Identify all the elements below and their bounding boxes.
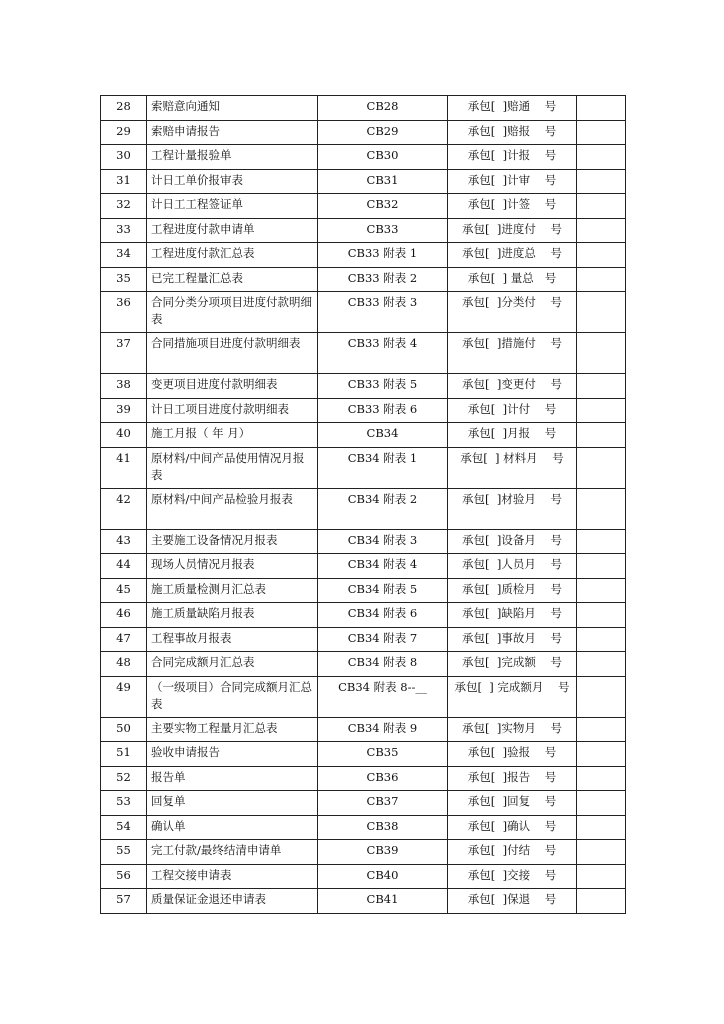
form-name: 原材料/中间产品使用情况月报表 — [147, 447, 318, 488]
form-code: CB37 — [318, 791, 448, 816]
table-row — [101, 194, 626, 219]
table-row — [101, 292, 626, 333]
table-row — [101, 218, 626, 243]
form-code: CB34 附表 4 — [318, 554, 448, 579]
form-code: CB38 — [318, 815, 448, 840]
empty-cell — [577, 447, 626, 488]
form-name: 质量保证金退还申请表 — [147, 889, 318, 914]
row-number: 57 — [101, 889, 147, 914]
table-row — [101, 554, 626, 579]
document-number-format: 承包[ ]质检月 号 — [448, 578, 577, 603]
empty-cell — [577, 676, 626, 717]
empty-cell — [577, 717, 626, 742]
form-code: CB30 — [318, 145, 448, 170]
row-number: 30 — [101, 145, 147, 170]
document-number-format: 承包[ ]进度付 号 — [448, 218, 577, 243]
form-name: 工程进度付款汇总表 — [147, 243, 318, 268]
empty-cell — [577, 652, 626, 677]
row-number: 48 — [101, 652, 147, 677]
document-number-format: 承包[ ]计付 号 — [448, 398, 577, 423]
form-code: CB33 附表 2 — [318, 267, 448, 292]
table-row — [101, 815, 626, 840]
row-number: 42 — [101, 488, 147, 529]
row-number: 29 — [101, 120, 147, 145]
table-row — [101, 578, 626, 603]
empty-cell — [577, 292, 626, 333]
document-number-format: 承包[ ]验报 号 — [448, 742, 577, 767]
document-number-format: 承包[ ]交接 号 — [448, 864, 577, 889]
document-number-format: 承包[ ]计审 号 — [448, 169, 577, 194]
document-number-format: 承包[ ]材验月 号 — [448, 488, 577, 529]
row-number: 43 — [101, 529, 147, 554]
empty-cell — [577, 889, 626, 914]
document-number-format: 承包[ ]计报 号 — [448, 145, 577, 170]
empty-cell — [577, 766, 626, 791]
document-table — [100, 95, 626, 914]
form-name: 计日工项目进度付款明细表 — [147, 398, 318, 423]
empty-cell — [577, 120, 626, 145]
form-name: 工程计量报验单 — [147, 145, 318, 170]
row-number: 53 — [101, 791, 147, 816]
document-number-format: 承包[ ]计签 号 — [448, 194, 577, 219]
table-row — [101, 791, 626, 816]
row-number: 38 — [101, 374, 147, 399]
form-code: CB32 — [318, 194, 448, 219]
form-code: CB34 附表 7 — [318, 627, 448, 652]
form-code: CB34 附表 8 — [318, 652, 448, 677]
empty-cell — [577, 423, 626, 448]
document-number-format: 承包[ ]进度总 号 — [448, 243, 577, 268]
form-code: CB41 — [318, 889, 448, 914]
form-code: CB40 — [318, 864, 448, 889]
form-code: CB36 — [318, 766, 448, 791]
form-name: 合同措施项目进度付款明细表 — [147, 333, 318, 374]
document-number-format: 承包[ ]实物月 号 — [448, 717, 577, 742]
document-number-format: 承包[ ]回复 号 — [448, 791, 577, 816]
form-name: 工程事故月报表 — [147, 627, 318, 652]
empty-cell — [577, 627, 626, 652]
row-number: 44 — [101, 554, 147, 579]
row-number: 54 — [101, 815, 147, 840]
table-row — [101, 267, 626, 292]
row-number: 34 — [101, 243, 147, 268]
table-row — [101, 717, 626, 742]
document-number-format: 承包[ ]赔通 号 — [448, 96, 577, 121]
table-row — [101, 96, 626, 121]
row-number: 31 — [101, 169, 147, 194]
form-code: CB34 附表 8--__ — [318, 676, 448, 717]
table-row — [101, 742, 626, 767]
table-row — [101, 120, 626, 145]
empty-cell — [577, 578, 626, 603]
form-name: 主要施工设备情况月报表 — [147, 529, 318, 554]
document-number-format: 承包[ ] 完成额月 号 — [448, 676, 577, 717]
empty-cell — [577, 742, 626, 767]
form-name: 施工质量缺陷月报表 — [147, 603, 318, 628]
table-row — [101, 398, 626, 423]
row-number: 28 — [101, 96, 147, 121]
row-number: 39 — [101, 398, 147, 423]
form-code: CB39 — [318, 840, 448, 865]
document-number-format: 承包[ ]设备月 号 — [448, 529, 577, 554]
empty-cell — [577, 243, 626, 268]
empty-cell — [577, 169, 626, 194]
table-row — [101, 488, 626, 529]
form-code: CB33 附表 3 — [318, 292, 448, 333]
row-number: 41 — [101, 447, 147, 488]
row-number: 49 — [101, 676, 147, 717]
row-number: 40 — [101, 423, 147, 448]
form-code: CB33 附表 5 — [318, 374, 448, 399]
document-number-format: 承包[ ]报告 号 — [448, 766, 577, 791]
form-code: CB34 附表 9 — [318, 717, 448, 742]
document-number-format: 承包[ ]确认 号 — [448, 815, 577, 840]
table-body — [101, 96, 626, 914]
form-name: 计日工工程签证单 — [147, 194, 318, 219]
row-number: 56 — [101, 864, 147, 889]
table-row — [101, 603, 626, 628]
form-code: CB33 — [318, 218, 448, 243]
form-name: （一级项目）合同完成额月汇总表 — [147, 676, 318, 717]
empty-cell — [577, 398, 626, 423]
form-name: 主要实物工程量月汇总表 — [147, 717, 318, 742]
table-row — [101, 423, 626, 448]
table-row — [101, 243, 626, 268]
document-number-format: 承包[ ]变更付 号 — [448, 374, 577, 399]
table-row — [101, 145, 626, 170]
row-number: 46 — [101, 603, 147, 628]
empty-cell — [577, 554, 626, 579]
document-number-format: 承包[ ]完成额 号 — [448, 652, 577, 677]
form-name: 计日工单价报审表 — [147, 169, 318, 194]
table-row — [101, 840, 626, 865]
row-number: 37 — [101, 333, 147, 374]
document-number-format: 承包[ ] 材料月 号 — [448, 447, 577, 488]
form-name: 回复单 — [147, 791, 318, 816]
empty-cell — [577, 194, 626, 219]
document-number-format: 承包[ ]措施付 号 — [448, 333, 577, 374]
document-number-format: 承包[ ]事故月 号 — [448, 627, 577, 652]
empty-cell — [577, 267, 626, 292]
row-number: 50 — [101, 717, 147, 742]
form-code: CB31 — [318, 169, 448, 194]
form-code: CB34 附表 6 — [318, 603, 448, 628]
table-row — [101, 529, 626, 554]
row-number: 55 — [101, 840, 147, 865]
table-row — [101, 627, 626, 652]
table-row — [101, 864, 626, 889]
form-name: 变更项目进度付款明细表 — [147, 374, 318, 399]
table-row — [101, 889, 626, 914]
form-code: CB33 附表 6 — [318, 398, 448, 423]
empty-cell — [577, 529, 626, 554]
form-name: 施工月报（ 年 月） — [147, 423, 318, 448]
form-code: CB34 附表 2 — [318, 488, 448, 529]
form-code: CB33 附表 4 — [318, 333, 448, 374]
row-number: 47 — [101, 627, 147, 652]
empty-cell — [577, 218, 626, 243]
document-number-format: 承包[ ]月报 号 — [448, 423, 577, 448]
form-name: 合同完成额月汇总表 — [147, 652, 318, 677]
table-row — [101, 333, 626, 374]
form-name: 合同分类分项项目进度付款明细表 — [147, 292, 318, 333]
document-number-format: 承包[ ]付结 号 — [448, 840, 577, 865]
row-number: 51 — [101, 742, 147, 767]
form-name: 验收申请报告 — [147, 742, 318, 767]
form-code: CB33 附表 1 — [318, 243, 448, 268]
empty-cell — [577, 374, 626, 399]
table-row — [101, 374, 626, 399]
document-number-format: 承包[ ]赔报 号 — [448, 120, 577, 145]
form-name: 完工付款/最终结清申请单 — [147, 840, 318, 865]
empty-cell — [577, 864, 626, 889]
empty-cell — [577, 840, 626, 865]
form-name: 施工质量检测月汇总表 — [147, 578, 318, 603]
form-name: 索赔意向通知 — [147, 96, 318, 121]
empty-cell — [577, 145, 626, 170]
row-number: 36 — [101, 292, 147, 333]
form-name: 工程交接申请表 — [147, 864, 318, 889]
form-code: CB35 — [318, 742, 448, 767]
form-code: CB28 — [318, 96, 448, 121]
empty-cell — [577, 815, 626, 840]
document-number-format: 承包[ ] 量总 号 — [448, 267, 577, 292]
row-number: 33 — [101, 218, 147, 243]
form-code: CB34 — [318, 423, 448, 448]
table-row — [101, 447, 626, 488]
form-code: CB29 — [318, 120, 448, 145]
row-number: 45 — [101, 578, 147, 603]
document-number-format: 承包[ ]人员月 号 — [448, 554, 577, 579]
row-number: 35 — [101, 267, 147, 292]
empty-cell — [577, 96, 626, 121]
document-number-format: 承包[ ]缺陷月 号 — [448, 603, 577, 628]
document-number-format: 承包[ ]分类付 号 — [448, 292, 577, 333]
form-code: CB34 附表 5 — [318, 578, 448, 603]
form-name: 报告单 — [147, 766, 318, 791]
form-name: 原材料/中间产品检验月报表 — [147, 488, 318, 529]
form-code: CB34 附表 1 — [318, 447, 448, 488]
table-row — [101, 652, 626, 677]
form-name: 已完工程量汇总表 — [147, 267, 318, 292]
empty-cell — [577, 791, 626, 816]
document-number-format: 承包[ ]保退 号 — [448, 889, 577, 914]
empty-cell — [577, 488, 626, 529]
form-code: CB34 附表 3 — [318, 529, 448, 554]
table-row — [101, 169, 626, 194]
empty-cell — [577, 603, 626, 628]
form-name: 现场人员情况月报表 — [147, 554, 318, 579]
row-number: 52 — [101, 766, 147, 791]
table-row — [101, 766, 626, 791]
table-row — [101, 676, 626, 717]
form-name: 工程进度付款申请单 — [147, 218, 318, 243]
row-number: 32 — [101, 194, 147, 219]
form-name: 确认单 — [147, 815, 318, 840]
empty-cell — [577, 333, 626, 374]
form-name: 索赔申请报告 — [147, 120, 318, 145]
